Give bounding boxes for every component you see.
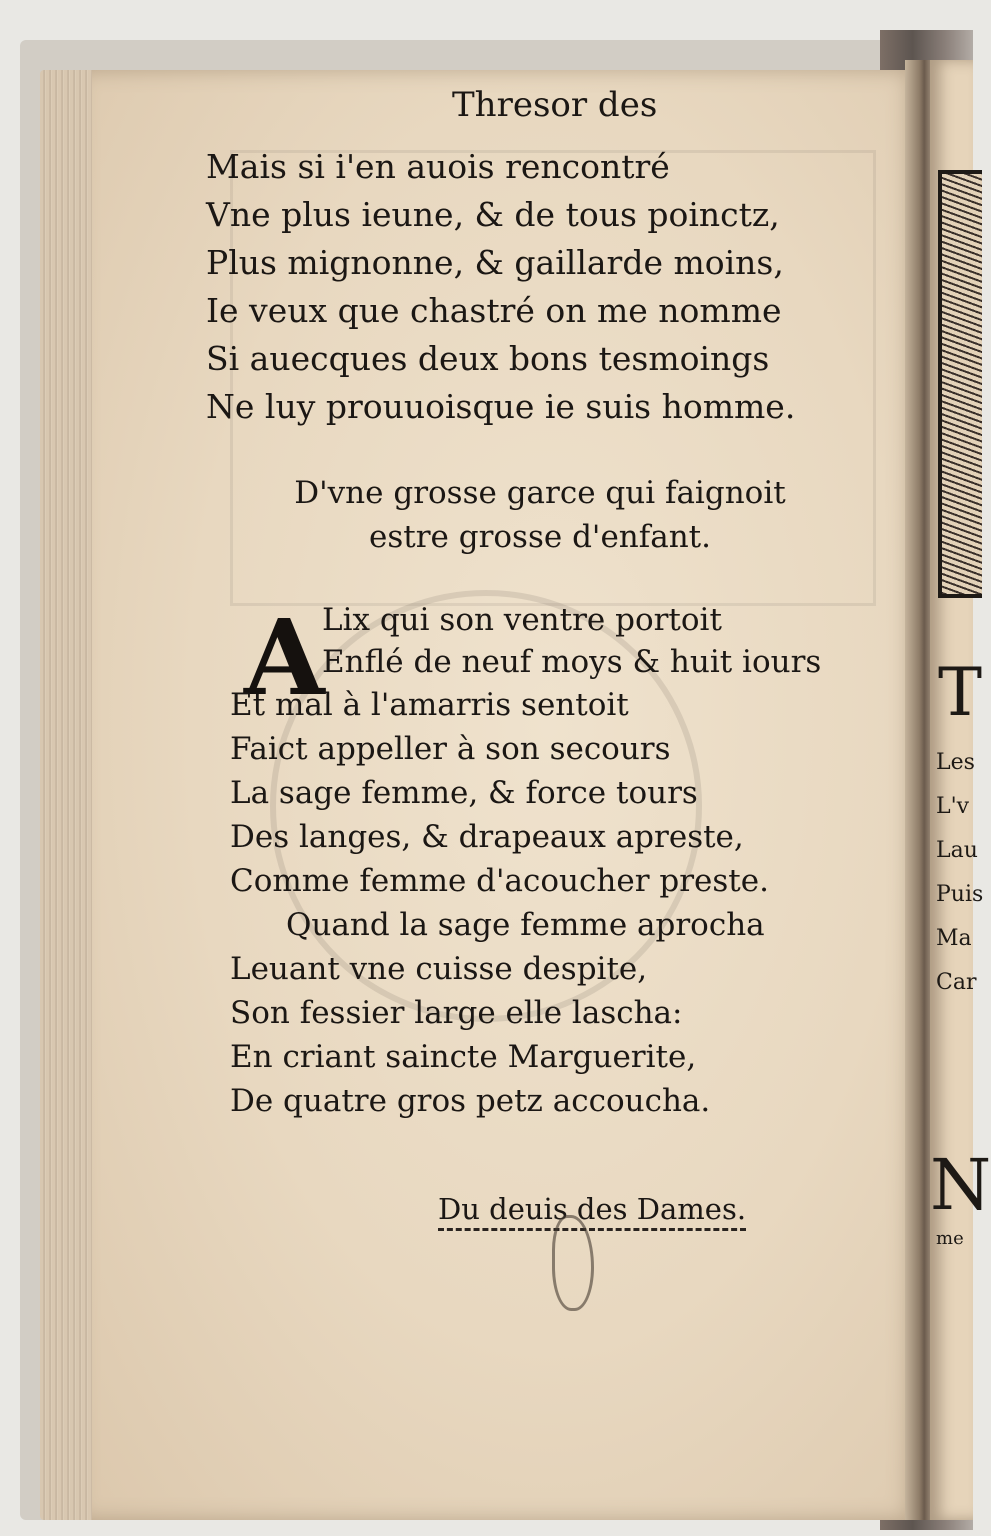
poem-title: [280, 475, 800, 566]
poem-line: De quatre gros petz accoucha.: [230, 1083, 711, 1119]
drop-cap: A: [244, 596, 325, 719]
poem-line: Des langes, & drapeaux apreste,: [230, 819, 744, 855]
poem-line: Enflé de neuf moys & huit iours: [322, 644, 822, 680]
poem-line: Et mal à l'amarris sentoit: [230, 687, 629, 723]
poem-line: Leuant vne cuisse despite,: [230, 951, 648, 987]
poem-line: Vne plus ieune, & de tous poinctz,: [206, 195, 780, 234]
poem-line: En criant saincte Marguerite,: [230, 1039, 697, 1075]
poem-line: Ie veux que chastré on me nomme: [206, 291, 782, 330]
poem-title-line: estre grosse d'enfant.: [369, 519, 711, 555]
poem-line: Si auecques deux bons tesmoings: [206, 339, 770, 378]
poem-line: Faict appeller à son secours: [230, 731, 671, 767]
poem-line: Ne luy prouuoisque ie suis homme.: [206, 387, 796, 426]
next-page-fragment: Car: [936, 970, 977, 995]
next-page-fragment: Puis: [936, 882, 984, 907]
poem-title-line: D'vne grosse garce qui faignoit: [294, 475, 786, 511]
running-head: Thresor des: [452, 85, 658, 125]
woodcut-illustration: [938, 170, 982, 598]
next-page-fragment: Les: [936, 750, 975, 775]
poem-line: Plus mignonne, & gaillarde moins,: [206, 243, 784, 282]
next-page-initial-bottom: N: [930, 1144, 991, 1226]
next-page-fragment: Lau: [936, 838, 978, 863]
poem-first: [206, 147, 796, 438]
next-page-fragment: L'v: [936, 794, 970, 819]
poem-line: Mais si i'en auois rencontré: [206, 147, 670, 186]
page-edges: [40, 70, 100, 1520]
poem-line: Quand la sage femme aprocha: [286, 907, 765, 943]
next-page-fragment: me: [936, 1228, 964, 1249]
next-page-fragment: Ma: [936, 926, 972, 951]
poem-line: Son fessier large elle lascha:: [230, 995, 683, 1031]
poem-second-body: [230, 687, 769, 1130]
poem-second-opening: [322, 602, 822, 689]
catchword: Du deuis des Dames.: [438, 1195, 746, 1231]
poem-line: La sage femme, & force tours: [230, 775, 698, 811]
next-page-initial-top: T: [938, 654, 983, 731]
poem-line: Lix qui son ventre portoit: [322, 602, 722, 638]
poem-line: Comme femme d'acoucher preste.: [230, 863, 769, 899]
